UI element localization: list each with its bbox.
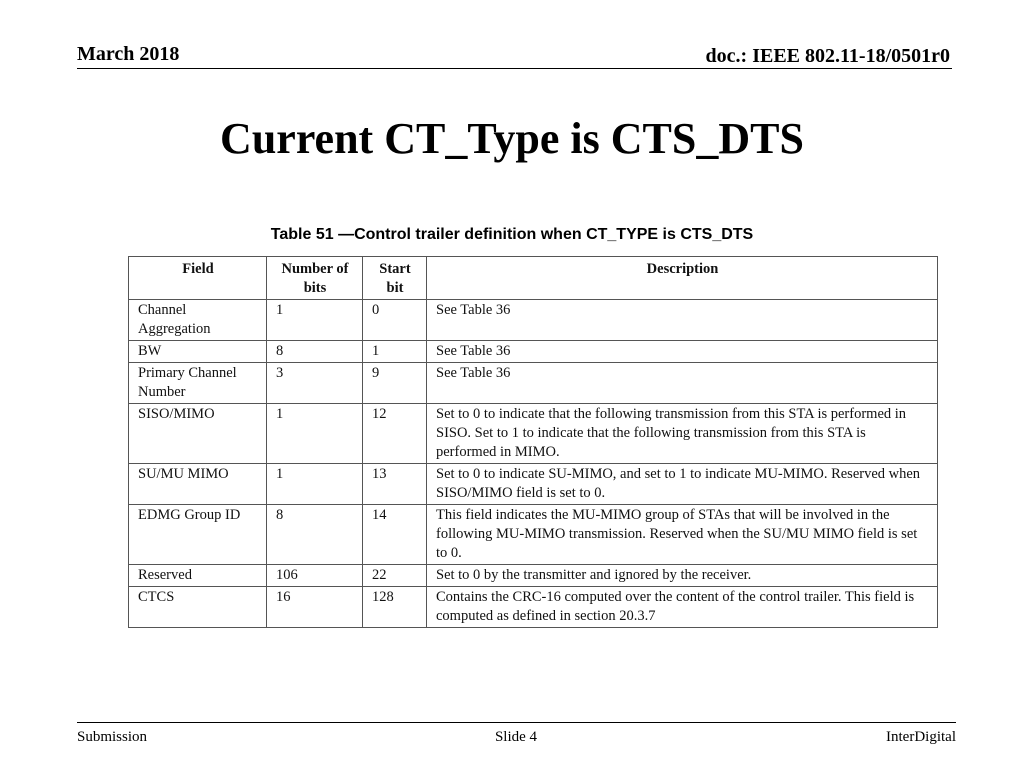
- cell-bits: 8: [267, 505, 363, 565]
- cell-field: Channel Aggregation: [129, 300, 267, 341]
- header-date: March 2018: [77, 43, 180, 65]
- cell-start: 128: [363, 587, 427, 628]
- header-number-of-bits: Number of bits: [267, 257, 363, 300]
- header-field: Field: [129, 257, 267, 300]
- cell-field: BW: [129, 341, 267, 363]
- footer-company: InterDigital: [886, 729, 956, 745]
- header-start-bit: Start bit: [363, 257, 427, 300]
- cell-bits: 1: [267, 404, 363, 464]
- cell-field: SISO/MIMO: [129, 404, 267, 464]
- header-rule: [77, 68, 952, 69]
- cell-description: See Table 36: [427, 341, 938, 363]
- cell-start: 22: [363, 565, 427, 587]
- cell-description: See Table 36: [427, 300, 938, 341]
- cell-bits: 8: [267, 341, 363, 363]
- table-caption: Table 51 —Control trailer definition when CT_TYPE is CTS_DTS: [270, 226, 754, 243]
- cell-description: Set to 0 to indicate that the following transmission from this STA is performed in SISO. Set to 1 to indicate that the following transmission from this STA is performed in MIMO.: [427, 404, 938, 464]
- table-row: [129, 587, 938, 628]
- table-row: [129, 341, 938, 363]
- cell-start: 9: [363, 363, 427, 404]
- cell-description: Contains the CRC-16 computed over the content of the control trailer. This field is computed as defined in section 20.3.7: [427, 587, 938, 628]
- table-row: [129, 464, 938, 505]
- cell-field: EDMG Group ID: [129, 505, 267, 565]
- cell-description: See Table 36: [427, 363, 938, 404]
- cell-field: CTCS: [129, 587, 267, 628]
- cell-bits: 106: [267, 565, 363, 587]
- table-row: [129, 404, 938, 464]
- cell-field: SU/MU MIMO: [129, 464, 267, 505]
- table-header-row: [129, 257, 938, 300]
- footer-slide-number: Slide 4: [494, 729, 538, 745]
- cell-start: 1: [363, 341, 427, 363]
- cell-bits: 3: [267, 363, 363, 404]
- cell-description: Set to 0 to indicate SU-MIMO, and set to 1 to indicate MU-MIMO. Reserved when SISO/MIMO field is set to 0.: [427, 464, 938, 505]
- cell-start: 14: [363, 505, 427, 565]
- cell-start: 0: [363, 300, 427, 341]
- control-trailer-table: [128, 256, 938, 628]
- table-row: [129, 565, 938, 587]
- cell-start: 13: [363, 464, 427, 505]
- slide-title: Current CT_Type is CTS_DTS: [220, 114, 804, 163]
- cell-bits: 1: [267, 464, 363, 505]
- header-doc-id: doc.: IEEE 802.11-18/0501r0: [705, 45, 950, 67]
- cell-field: Primary Channel Number: [129, 363, 267, 404]
- cell-bits: 16: [267, 587, 363, 628]
- cell-description: Set to 0 by the transmitter and ignored by the receiver.: [427, 565, 938, 587]
- footer-submission: Submission: [77, 729, 148, 745]
- table-row: [129, 363, 938, 404]
- table-row: [129, 505, 938, 565]
- table-row: [129, 300, 938, 341]
- footer-rule: [77, 722, 956, 723]
- cell-bits: 1: [267, 300, 363, 341]
- header-description: Description: [427, 257, 938, 300]
- cell-description: This field indicates the MU-MIMO group of STAs that will be involved in the following MU-MIMO transmission. Reserved when the SU/MU MIMO field is set to 0.: [427, 505, 938, 565]
- cell-start: 12: [363, 404, 427, 464]
- cell-field: Reserved: [129, 565, 267, 587]
